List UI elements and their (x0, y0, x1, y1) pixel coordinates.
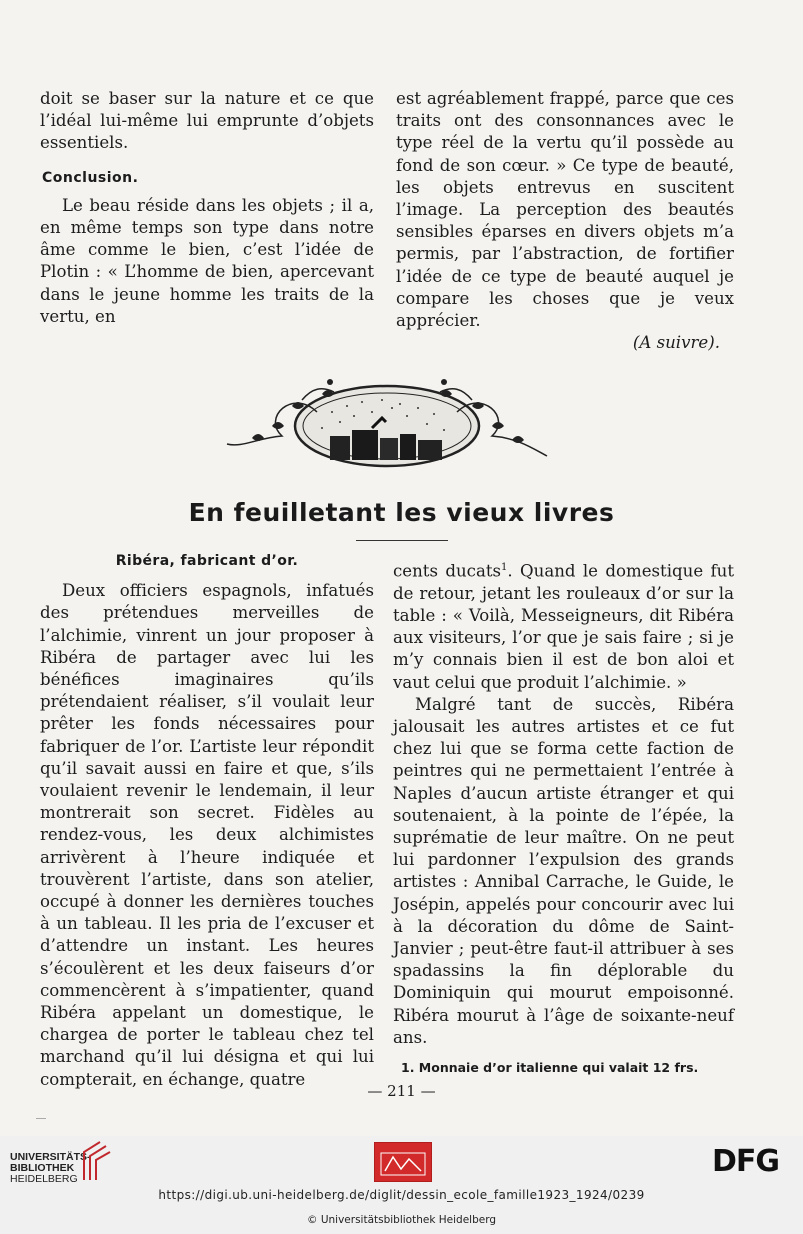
library-line: BIBLIOTHEK (10, 1162, 75, 1174)
paragraph: Le beau réside dans les objets ; il a, en même temps son type dans notre âme comme le bien, c’est l’idée de Plotin : « L’homme de bien, apercevant dans le jeune homme les traits de la vertu, en (40, 195, 374, 326)
article-title: En feuilletant les vieux livres (188, 498, 615, 527)
article-subheading: Ribéra, fabricant d’or. (115, 553, 299, 569)
library-name[interactable] (10, 1152, 91, 1185)
footnote: 1. Monnaie d’or italienne qui valait 12 frs. (401, 1060, 699, 1075)
to-be-continued: (A suivre). (632, 333, 720, 353)
episteme-logo-icon[interactable] (374, 1142, 432, 1182)
right-column-article (393, 557, 734, 1079)
left-column-top (40, 88, 374, 328)
paragraph: est agréablement frappé, parce que ces traits ont des consonnances avec le type réel de la vertu qu’il possède au fond de son cœur. » Ce type de beauté, les objets entrevus en suscitent l’image. La perception des beautés sensibles éparses en divers objets m’a permis, par l’abstraction, de fortifier l’idée de ce type de beauté auquel je compare les choses que je veux apprécier. (396, 89, 734, 331)
title-rule (356, 540, 448, 541)
library-line: UNIVERSITÄTS- (10, 1151, 91, 1163)
text-run: cents ducats (393, 561, 502, 581)
page-number: — 211 — (367, 1082, 436, 1100)
library-line: HEIDELBERG (10, 1173, 78, 1185)
text-run: . Quand le domestique fut de retour, jetant les rouleaux d’or sur la table : « Voilà, Messeigneurs, dit Ribéra aux visiteurs, l’or que je sais faire ; si je m’y connais bien il est de bon aloi et vaut celui que produit l’alchimie. » (393, 561, 734, 692)
university-library-logo-icon[interactable] (80, 1140, 112, 1184)
decorative-vignette-ornament (222, 378, 552, 470)
left-column-article (40, 550, 374, 1091)
paragraph: doit se baser sur la nature et ce que l’idéal lui-même lui emprunte d’objets essentiels. (40, 89, 374, 153)
right-column-top (396, 88, 734, 354)
paragraph: Deux officiers espagnols, infatués des prétendues merveilles de l’alchimie, vinrent un jour proposer à Ribéra de partager avec lui les bénéfices imaginaires qu’ils prétendaient réaliser, s’il voulait leur prêter les fonds nécessaires pour fabriquer de l’or. L’artiste leur répondit qu’il savait aussi en faire et que, s’ils voulaient revenir le lendemain, il leur montrerait son secret. Fidèles au rendez-vous, les deux alchimistes arrivèrent à l’heure indiquée et trouvèrent l’artiste, dans son atelier, occupé à donner les dernières touches à un tableau. Il les pria de l’excuser et d’attendre un instant. Les heures s’écoulèrent et les deux faiseurs d’or commencèrent à s’impatienter, quand Ribéra appelant un domestique, le chargea de porter le tableau chez tel marchand qu’il lui désigna et qui lui compterait, en échange, quatre (40, 581, 374, 1089)
divider (36, 1118, 46, 1119)
section-heading: Conclusion. (42, 169, 139, 186)
paragraph (393, 557, 734, 694)
permalink-url[interactable]: https://digi.ub.uni-heidelberg.de/diglit/dessin_ecole_famille1923_1924/0239 (158, 1188, 645, 1202)
footnote-marker: 1 (501, 562, 508, 573)
copyright-notice: © Universitätsbibliothek Heidelberg (306, 1214, 496, 1226)
paragraph: Malgré tant de succès, Ribéra jalousait les autres artistes et ce fut chez lui que se forma cette faction de peintres qui ne permettaient l’entrée à Naples d’aucun artiste étranger et qui soutenaient, à la pointe de l’épée, la suprématie de leur maître. On ne peut lui pardonner l’expulsion des grands artistes : Annibal Carrache, le Guide, le Josépin, appelés pour concourir avec lui à la décoration du dôme de Saint-Janvier ; peut-être faut-il attribuer à ses spadassins la fin déplorable du Dominiquin qui mourut empoisonné. Ribéra mourut à l’âge de soixante-neuf ans. (393, 694, 734, 1047)
viewer-footer (0, 1136, 803, 1234)
dfg-logo[interactable]: DFG (712, 1144, 780, 1179)
